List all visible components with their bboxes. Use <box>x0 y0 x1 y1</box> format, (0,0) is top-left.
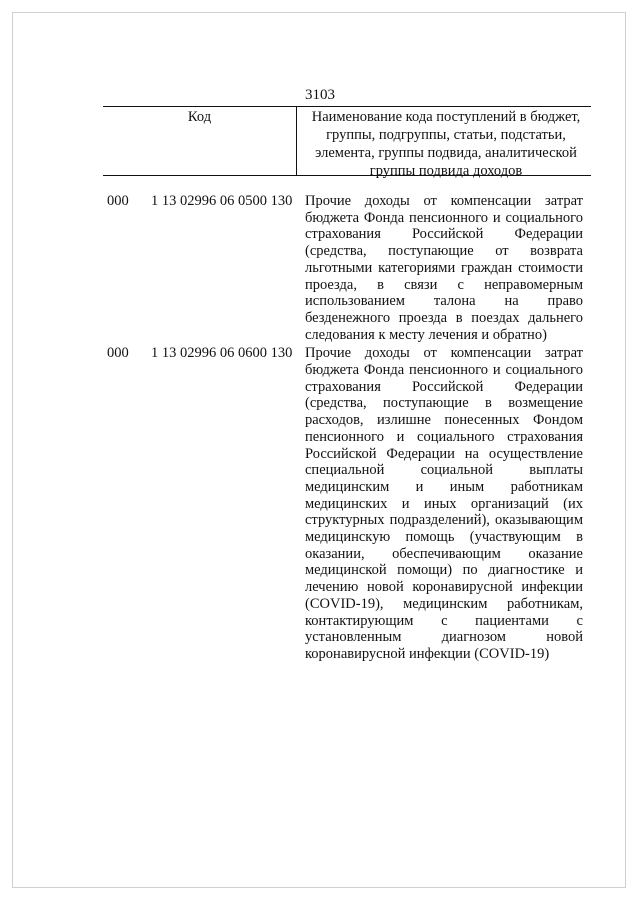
row-description: Прочие доходы от компенсации затрат бюджета Фонда пенсионного и социального страхования Российской Федерации (средства, поступающие от возврата льготными категориями граждан стоимости проезда, в связи с неправомерным использованием талона на право безденежного проезда в поездах дальнего следования к месту лечения и обратно) <box>305 193 583 343</box>
table-row <box>0 193 640 343</box>
page-number: 3103 <box>305 87 335 103</box>
header-code-column: Код <box>103 107 297 175</box>
table-body <box>0 193 640 663</box>
row-admin-code: 000 <box>107 345 129 362</box>
header-name-column: Наименование кода поступлений в бюджет, группы, подгруппы, статьи, подстатьи, элемента, группы подвида, аналитической группы подвида доходов <box>311 109 581 179</box>
row-description: Прочие доходы от компенсации затрат бюджета Фонда пенсионного и социального страхования Российской Федерации (средства, поступающие в возмещение расходов, излишне понесенных Фондом пенсионного и социального страхования Российской Федерации на осуществление специальной социальной выплаты медицинским и иным работникам медицинских и иных организаций (их структурных подразделений), оказывающим медицинскую помощь (участвующим в оказании, обеспечивающим оказание медицинской помощи) по диагностике и лечению новой коронавирусной инфекции (COVID-19), медицинским работникам, контактирующим с пациентами с установленным диагнозом новой коронавирусной инфекции (COVID-19) <box>305 345 583 662</box>
table-row <box>0 345 640 662</box>
row-income-code: 1 13 02996 06 0500 130 <box>151 193 293 209</box>
table-header <box>103 106 591 179</box>
row-admin-code: 000 <box>107 193 129 209</box>
row-income-code: 1 13 02996 06 0600 130 <box>151 345 293 362</box>
